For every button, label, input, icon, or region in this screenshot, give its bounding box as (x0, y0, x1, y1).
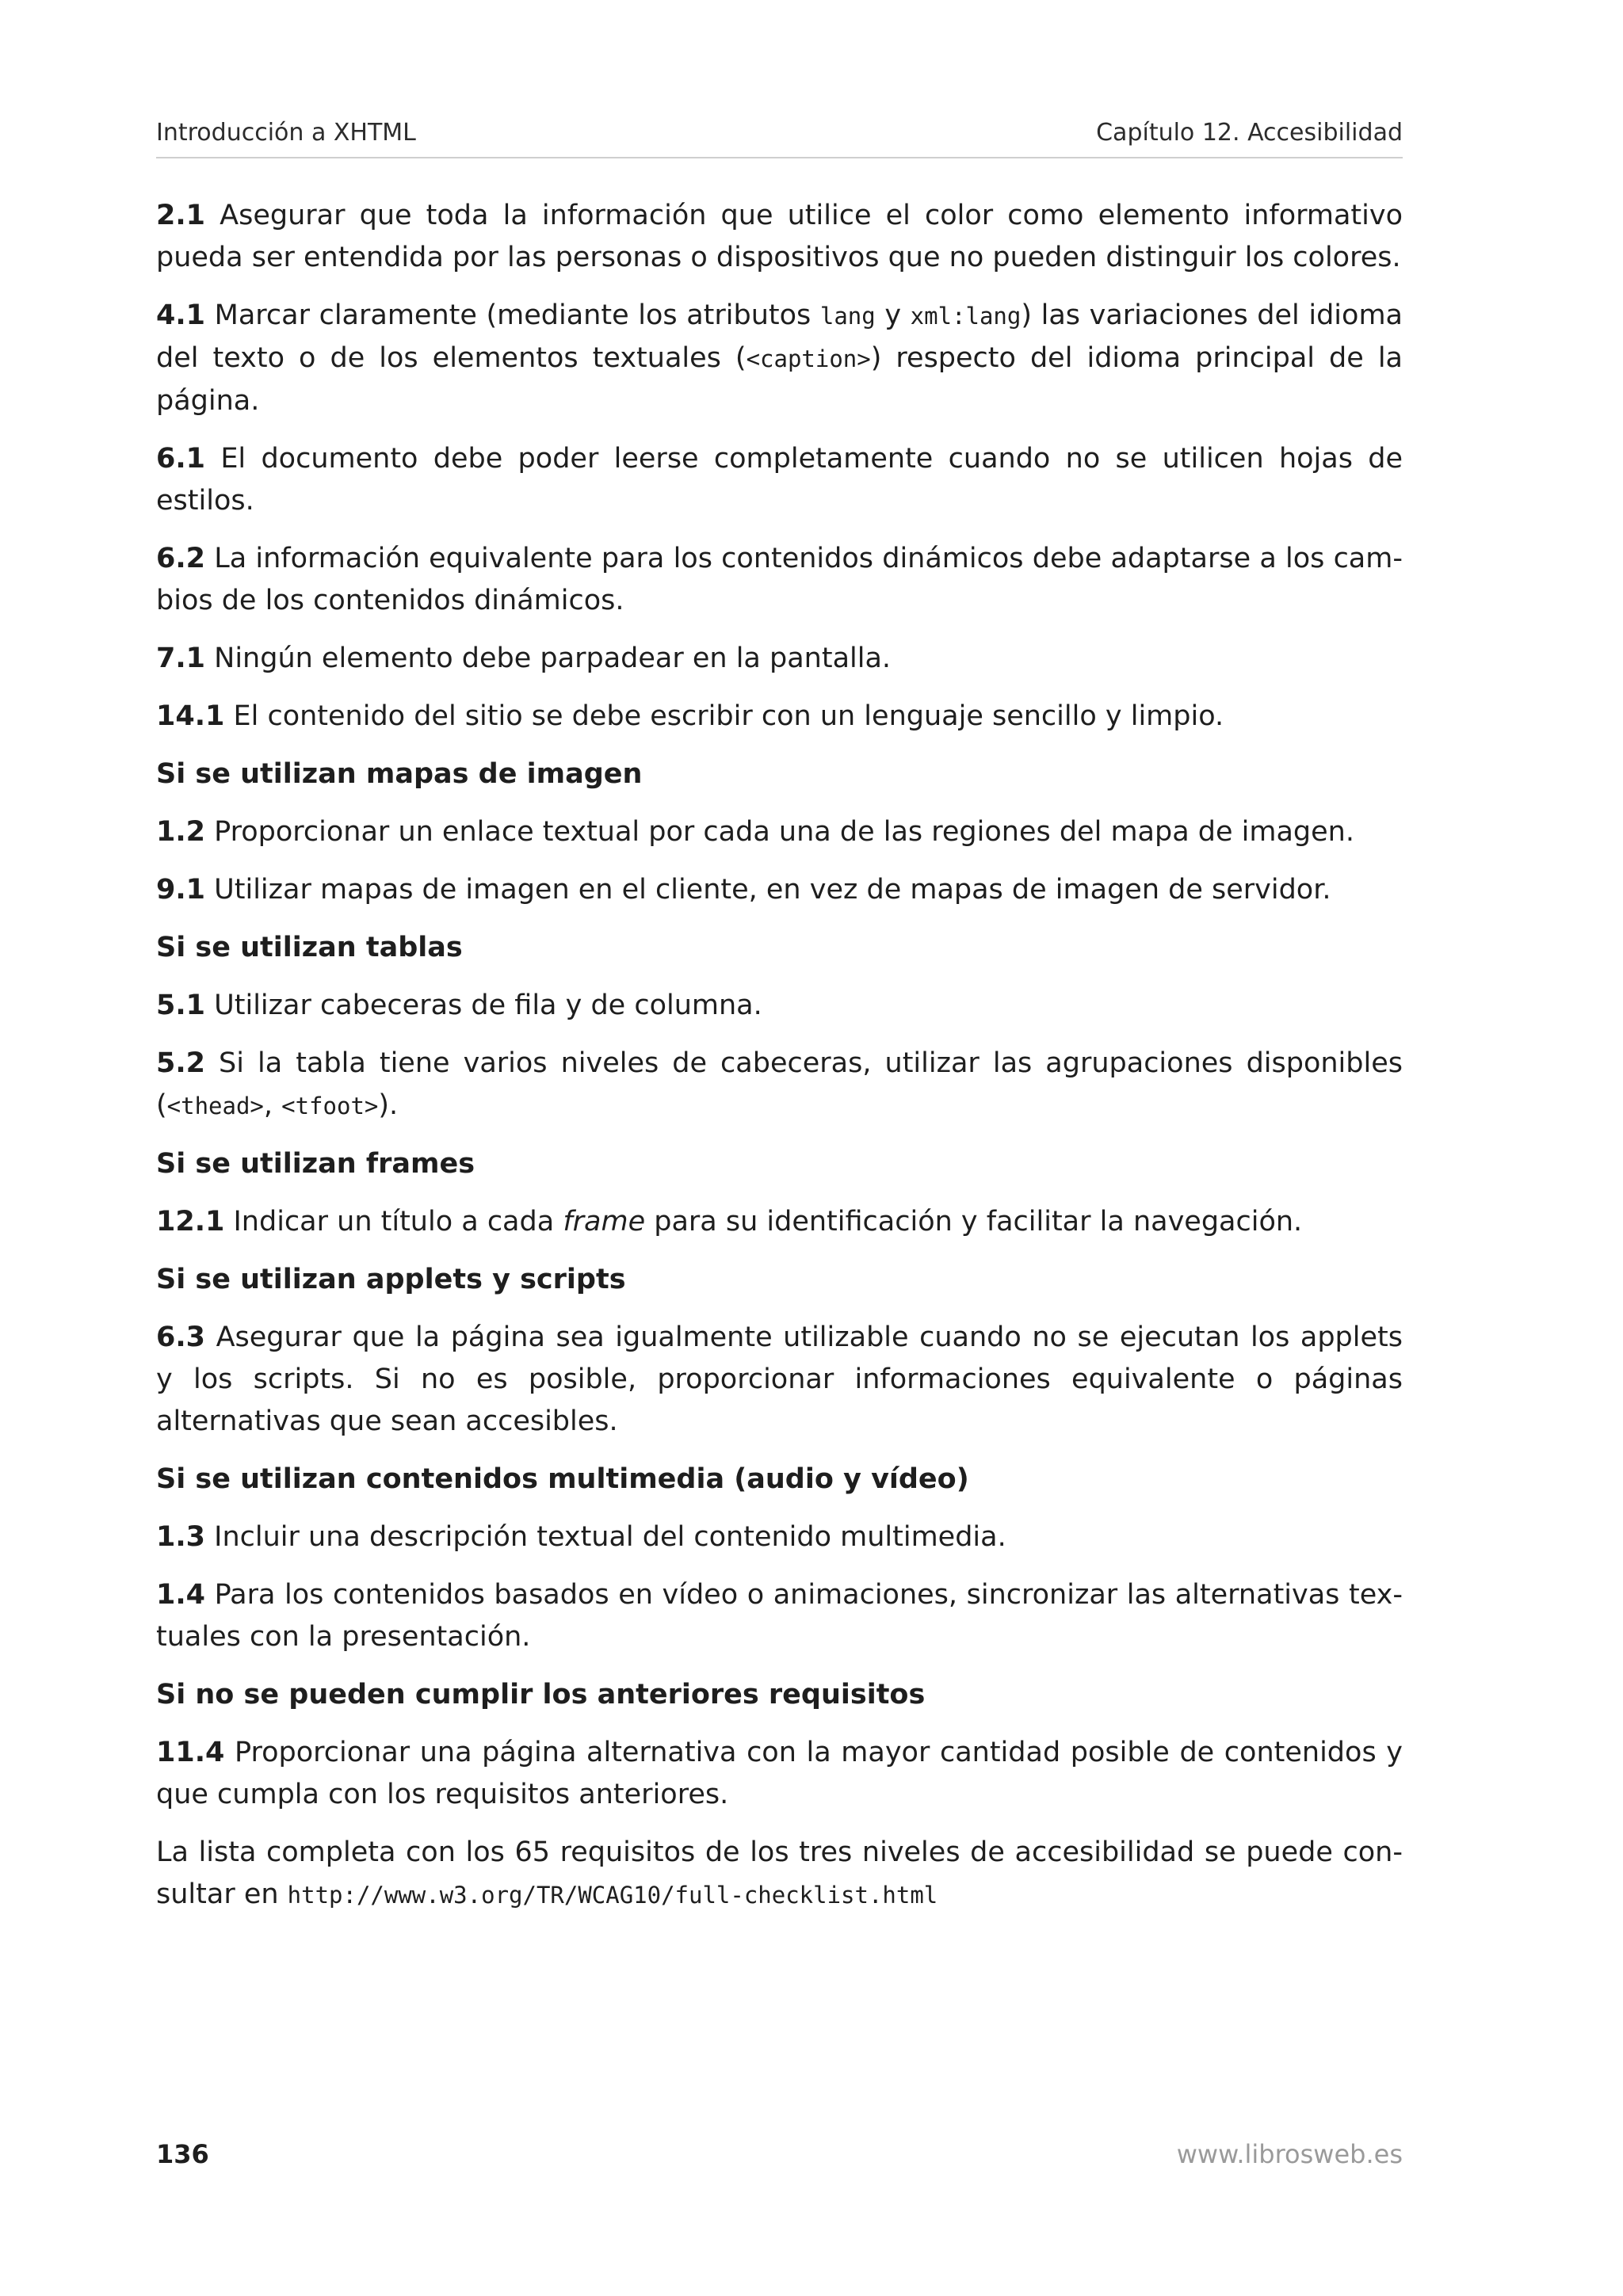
requirement-7-1 (156, 638, 1403, 680)
code-xml-lang: xml:lang (910, 303, 1022, 330)
document-page (156, 0, 1403, 2296)
requirement-5-2 (156, 1043, 1403, 1127)
requirement-number: 7.1 (156, 643, 206, 674)
requirement-6-2 (156, 538, 1403, 622)
section-heading-image-maps: Si se utilizan mapas de imagen (156, 758, 643, 790)
section-heading-tables: Si se utilizan tablas (156, 932, 463, 963)
requirement-number: 1.4 (156, 1579, 206, 1611)
section-heading-multimedia: Si se utilizan contenidos multimedia (audio y vídeo) (156, 1463, 969, 1495)
requirement-text: Asegurar que la página sea igualmente utilizable cuando no se ejecutan los applets y los scripts. Si no es posible, proporcionar informaciones equivalente o páginas alternativas que sean accesibles. (156, 1322, 1403, 1437)
requirement-text: ) respecto del idioma principal de la página. (156, 342, 1403, 417)
requirement-text: El contenido del sitio se debe escribir con un lenguaje sencillo y limpio. (224, 700, 1224, 732)
requirement-1-3 (156, 1516, 1403, 1558)
requirement-number: 2.1 (156, 200, 206, 231)
requirement-number: 11.4 (156, 1737, 225, 1768)
requirement-text: Incluir una descripción textual del contenido multimedia. (205, 1521, 1006, 1553)
requirement-number: 1.3 (156, 1521, 206, 1553)
emphasis-frame: frame (563, 1206, 646, 1238)
requirement-number: 4.1 (156, 299, 206, 331)
requirement-text: Utilizar mapas de imagen en el cliente, en vez de mapas de imagen de servidor. (205, 874, 1331, 906)
section-heading-applets-scripts: Si se utilizan applets y scripts (156, 1264, 626, 1295)
requirement-14-1 (156, 696, 1403, 738)
requirement-text: y (875, 299, 911, 331)
requirement-number: 6.1 (156, 443, 206, 475)
checklist-url: http://www.w3.org/TR/WCAG10/full-checklist.html (287, 1882, 938, 1909)
requirement-1-4 (156, 1574, 1403, 1658)
requirement-text: para su identificación y facilitar la navegación. (645, 1206, 1303, 1238)
requirement-number: 9.1 (156, 874, 206, 906)
requirement-text: ). (378, 1089, 399, 1121)
closing-text: La lista completa con los 65 requisitos de los tres niveles de accesibilidad se puede consultar en (156, 1836, 1403, 1910)
requirement-text: Para los contenidos basados en vídeo o animaciones, sincronizar las alternativas textuales con la presentación. (156, 1579, 1403, 1653)
closing-paragraph (156, 1832, 1403, 1917)
requirement-number: 5.2 (156, 1047, 206, 1079)
requirement-text: Ningún elemento debe parpadear en la pantalla. (205, 643, 892, 674)
requirement-text: , (263, 1089, 282, 1121)
running-footer (156, 2139, 1403, 2179)
requirement-text: Indicar un título a cada (224, 1206, 563, 1238)
requirement-text: Proporcionar una página alternativa con la mayor cantidad posible de contenidos y que cumpla con los requisitos anteriores. (156, 1737, 1403, 1810)
requirement-6-1 (156, 438, 1403, 522)
requirement-text: La información equivalente para los contenidos dinámicos debe adaptarse a los cambios de los contenidos dinámicos. (156, 543, 1403, 616)
requirement-text: Marcar claramente (mediante los atributos (205, 299, 820, 331)
section-heading-frames: Si se utilizan frames (156, 1148, 475, 1180)
requirement-12-1 (156, 1201, 1403, 1243)
requirement-number: 6.3 (156, 1322, 206, 1353)
book-title: Introducción a XHTML (156, 119, 416, 147)
page-number: 136 (156, 2139, 209, 2169)
requirement-text: Asegurar que toda la información que utilice el color como elemento informativo pueda ser entendida por las personas o dispositivos que no pueden distinguir los colores. (156, 200, 1403, 273)
body-text (156, 195, 1403, 1932)
running-header (156, 119, 1403, 158)
requirement-4-1 (156, 295, 1403, 422)
code-tfoot: <tfoot> (281, 1093, 379, 1119)
requirement-9-1 (156, 869, 1403, 911)
requirement-text: ) las variaciones del idioma del texto o de los elementos textuales ( (156, 299, 1403, 374)
requirement-number: 5.1 (156, 990, 206, 1021)
site-url: www.librosweb.es (1176, 2139, 1403, 2169)
requirement-text: Proporcionar un enlace textual por cada una de las regiones del mapa de imagen. (205, 816, 1354, 848)
code-lang: lang (819, 303, 876, 330)
requirement-6-3 (156, 1317, 1403, 1443)
requirement-text: Utilizar cabeceras de fila y de columna. (205, 990, 762, 1021)
requirement-number: 12.1 (156, 1206, 225, 1238)
requirement-2-1 (156, 195, 1403, 279)
code-caption: <caption> (746, 345, 871, 372)
requirement-number: 1.2 (156, 816, 206, 848)
section-heading-fallback: Si no se pueden cumplir los anteriores requisitos (156, 1679, 926, 1711)
requirement-text: Si la tabla tiene varios niveles de cabeceras, utilizar las agrupaciones disponibles ( (156, 1047, 1403, 1121)
requirement-number: 14.1 (156, 700, 225, 732)
chapter-title: Capítulo 12. Accesibilidad (1096, 119, 1403, 147)
code-thead: <thead> (166, 1093, 264, 1119)
requirement-number: 6.2 (156, 543, 206, 574)
requirement-5-1 (156, 985, 1403, 1027)
requirement-text: El documento debe poder leerse completamente cuando no se utilicen hojas de estilos. (156, 443, 1403, 517)
requirement-1-2 (156, 811, 1403, 853)
requirement-11-4 (156, 1732, 1403, 1816)
